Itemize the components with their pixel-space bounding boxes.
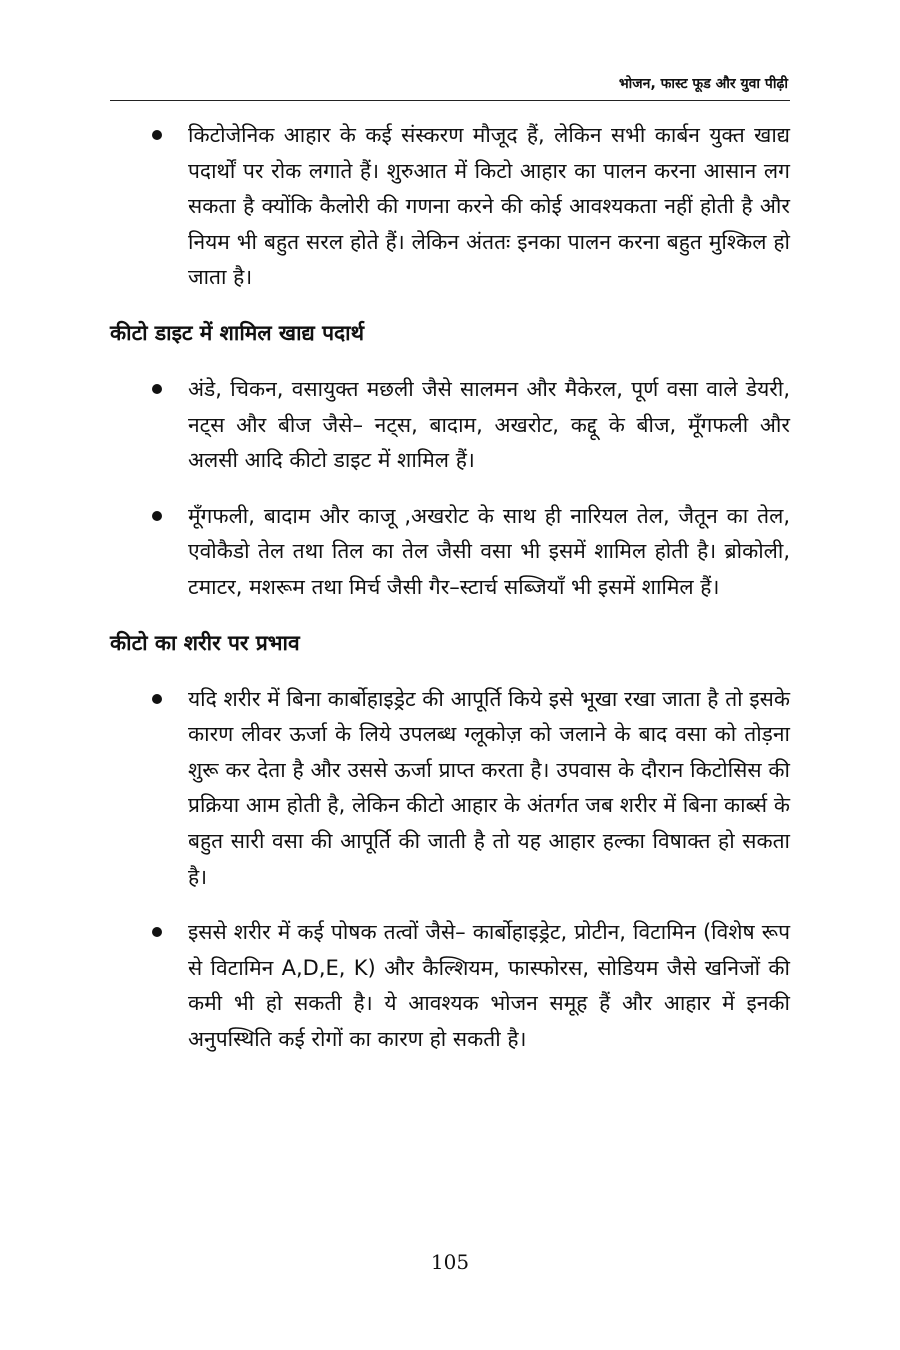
keto-effects-bullet xyxy=(110,682,790,896)
keto-foods-bullet-list xyxy=(110,372,790,606)
bullet-dot-icon xyxy=(152,511,162,521)
intro-bullet xyxy=(110,118,790,296)
bullet-text: यदि शरीर में बिना कार्बोहाइड्रेट की आपूर्ति किये इसे भूखा रखा जाता है तो इसके कारण लीवर ऊर्जा के लिये उपलब्ध ग्लूकोज़ को जलाने के बाद वसा को तोड़ना शुरू कर देता है और उससे ऊर्जा प्राप्त करता है। उपवास के दौरान किटोसिस की प्रक्रिया आम होती है, लेकिन कीटो आहार के अंतर्गत जब शरीर में बिना कार्ब्स के बहुत सारी वसा की आपूर्ति की जाती है तो यह आहार हल्का विषाक्त हो सकता है। xyxy=(188,686,790,889)
running-header: भोजन, फास्ट फूड और युवा पीढ़ी xyxy=(618,76,788,92)
bullet-dot-icon xyxy=(152,927,162,937)
bullet-dot-icon xyxy=(152,694,162,704)
keto-effects-bullet-list xyxy=(110,682,790,1058)
page-content xyxy=(110,118,790,1077)
header-rule xyxy=(110,100,790,101)
section-heading-keto-effects: कीटो का शरीर पर प्रभाव xyxy=(110,630,300,655)
bullet-dot-icon xyxy=(152,384,162,394)
keto-foods-bullet xyxy=(110,372,790,479)
bullet-text: किटोजेनिक आहार के कई संस्करण मौजूद हैं, लेकिन सभी कार्बन युक्त खाद्य पदार्थों पर रोक लगाते हैं। शुरुआत में किटो आहार का पालन करना आसान लग सकता है क्योंकि कैलोरी की गणना करने की कोई आवश्यकता नहीं होती है और नियम भी बहुत सरल होते हैं। लेकिन अंततः इनका पालन करना बहुत मुश्किल हो जाता है। xyxy=(188,123,790,290)
intro-bullet-list xyxy=(110,118,790,296)
bullet-dot-icon xyxy=(152,130,162,140)
keto-effects-bullet xyxy=(110,915,790,1057)
bullet-text: इससे शरीर में कई पोषक तत्वों जैसे– कार्बोहाइड्रेट, प्रोटीन, विटामिन (विशेष रूप से विटामिन A,D,E, K) और कैल्शियम, फास्फोरस, सोडियम जैसे खनिजों की कमी भी हो सकती है। ये आवश्यक भोजन समूह हैं और आहार में इनकी अनुपस्थिति कई रोगों का कारण हो सकती है। xyxy=(188,920,790,1051)
section-heading-keto-foods: कीटो डाइट में शामिल खाद्य पदार्थ xyxy=(110,320,365,345)
bullet-text: मूँगफली, बादाम और काजू ,अखरोट के साथ ही नारियल तेल, जैतून का तेल, एवोकैडो तेल तथा तिल का तेल जैसी वसा भी इसमें शामिल होती है। ब्रोकोली, टमाटर, मशरूम तथा मिर्च जैसी गैर–स्टार्च सब्जियाँ भी इसमें शामिल हैं। xyxy=(188,503,790,599)
keto-foods-bullet xyxy=(110,499,790,606)
bullet-text: अंडे, चिकन, वसायुक्त मछली जैसे सालमन और मैकेरल, पूर्ण वसा वाले डेयरी, नट्स और बीज जैसे– नट्स, बादाम, अखरोट, कद्दू के बीज, मूँगफली और अलसी आदि कीटो डाइट में शामिल हैं। xyxy=(188,376,790,473)
page-number: 105 xyxy=(430,1250,470,1274)
